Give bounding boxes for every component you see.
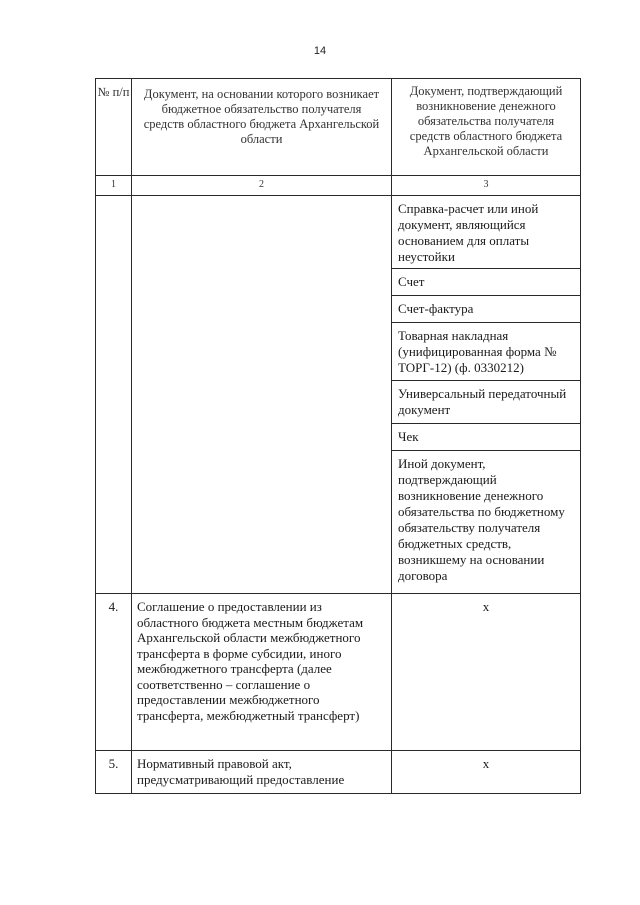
row-number-cell [96,594,132,751]
document-item: Универсальный передаточный документ [392,381,580,424]
document-item: Иной документ, подтверждающий возникновение денежного обязательства по бюджетному обязательству получателя бюджетных средств, возникшему на основании договора [398,456,565,583]
header-confirming-document: Документ, подтверждающий возникновение денежного обязательства получателя средств областного бюджета Архангельской области [409,84,563,158]
header-obligation-basis-cell [132,79,392,176]
row-confirming-mark: x [482,756,490,771]
row-document-cell [132,594,392,751]
row-number-cell [96,751,132,794]
row-confirming-cell [392,594,581,751]
table-row-continuation [96,196,581,594]
column-number-1: 1 [96,176,132,196]
header-number-cell [96,79,132,176]
column-number-3: 3 [392,176,581,196]
row-document: Соглашение о предоставлении из областного бюджета местным бюджетам Архангельской области межбюджетного трансферта в форме субсидии, иного межбюджетного трансферта (далее соответственно – соглашение о предоставлении межбюджетного трансферта, межбюджетный трансферт) [137,599,364,723]
row-confirming-cell [392,751,581,794]
row-number: 4. [108,599,119,614]
table-header-row [96,79,581,176]
documents-table [95,78,581,794]
row-document-cell [132,751,392,794]
table-row [96,594,581,751]
header-obligation-basis: Документ, на основании которого возникает бюджетное обязательство получателя средств областного бюджета Архангельской области [143,87,380,146]
header-number: № п/п [97,85,130,99]
table-row [96,751,581,794]
document-item: Товарная накладная (унифицированная форма № ТОРГ-12) (ф. 0330212) [392,323,580,381]
document-item: Справка-расчет или иной документ, являющийся основанием для оплаты неустойки [392,196,580,269]
column-number-2: 2 [132,176,392,196]
row-document: Нормативный правовой акт, предусматривающий предоставление [137,756,345,787]
continuation-documents-cell [392,196,581,594]
document-item: Счет [392,269,580,296]
column-number-row [96,176,581,196]
row-confirming-mark: x [482,599,490,614]
continuation-basis-cell [132,196,392,594]
header-confirming-document-cell [392,79,581,176]
row-number: 5. [108,756,119,771]
page-number: 14 [313,45,327,57]
document-item: Счет-фактура [392,296,580,323]
document-item: Чек [392,424,580,451]
continuation-number-cell [96,196,132,594]
